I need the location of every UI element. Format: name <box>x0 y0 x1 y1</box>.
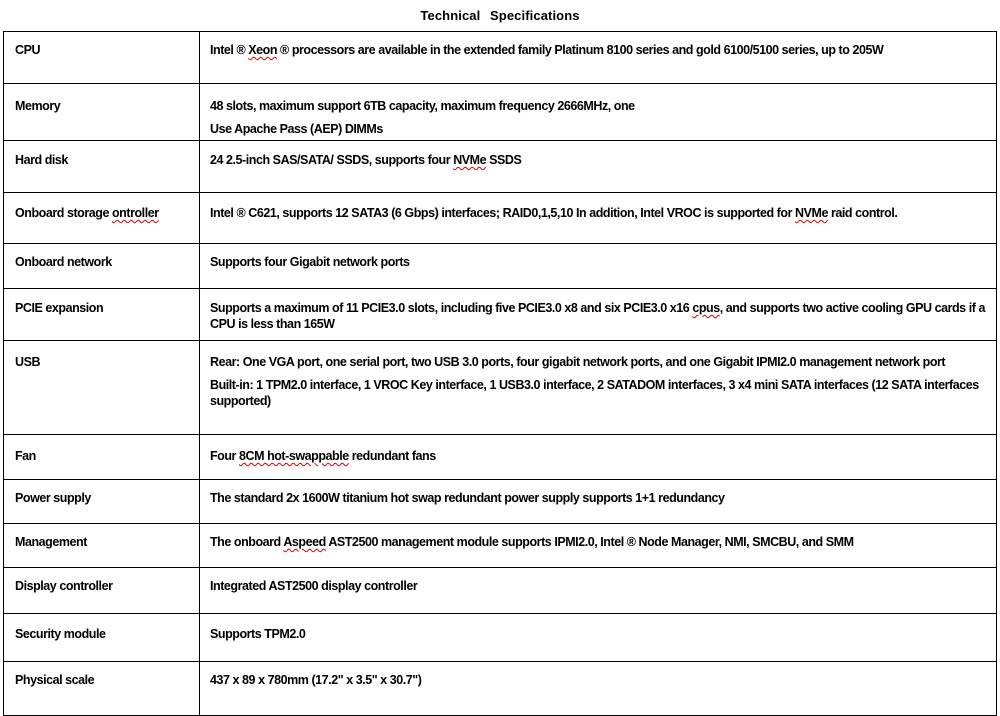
spellcheck-word: cpus <box>692 301 720 315</box>
row-label-memory: Memory <box>4 84 200 141</box>
value-text: 24 2.5-inch SAS/SATA/ SSDS, supports four <box>210 153 454 167</box>
row-value-fan <box>200 435 997 480</box>
value-text: Intel ® C621, supports 12 SATA3 (6 Gbps) interfaces; RAID0,1,5,10 In addition, Intel VROC is supported for <box>210 206 796 220</box>
value-paragraph: Built-in: 1 TPM2.0 interface, 1 VROC Key interface, 1 USB3.0 interface, 2 SATADOM interfaces, 3 x4 mini SATA interfaces (12 SATA interfaces supported) <box>210 378 979 408</box>
table-row <box>4 435 997 480</box>
table-row <box>4 341 997 435</box>
table-row <box>4 141 997 193</box>
row-value-memory <box>200 84 997 141</box>
row-label-hard-disk: Hard disk <box>4 141 200 193</box>
table-row <box>4 244 997 289</box>
row-value-hard-disk <box>200 141 997 193</box>
row-value-physical-scale: 437 x 89 x 780mm (17.2" x 3.5" x 30.7") <box>200 662 997 716</box>
value-text: Supports a maximum of 11 PCIE3.0 slots, including five PCIE3.0 x8 and six PCIE3.0 x16 <box>210 301 693 315</box>
table-row <box>4 193 997 244</box>
value-paragraph: Rear: One VGA port, one serial port, two USB 3.0 ports, four gigabit network ports, and one Gigabit IPMI2.0 management network port <box>210 355 946 369</box>
label-text: Onboard storage <box>15 206 112 220</box>
row-label-usb: USB <box>4 341 200 435</box>
spellcheck-word: NVMe <box>795 206 828 220</box>
value-paragraph: Use Apache Pass (AEP) DIMMs <box>210 122 383 136</box>
row-label-network: Onboard network <box>4 244 200 289</box>
value-text: raid control. <box>827 206 898 220</box>
spellcheck-word: Aspeed <box>283 535 326 549</box>
value-text: redundant fans <box>348 449 436 463</box>
table-row <box>4 480 997 524</box>
table-row <box>4 662 997 716</box>
row-label-storage-controller <box>4 193 200 244</box>
row-label-fan: Fan <box>4 435 200 480</box>
spellcheck-word: ontroller <box>111 206 159 220</box>
value-text: , and supports two active cooling GPU cards if a CPU is less than 165W <box>210 301 985 331</box>
table-row <box>4 614 997 662</box>
spellcheck-word: Xeon <box>248 43 278 57</box>
row-value-storage-controller <box>200 193 997 244</box>
value-paragraph: 48 slots, maximum support 6TB capacity, maximum frequency 2666MHz, one <box>210 99 635 113</box>
value-text: Four <box>210 449 239 463</box>
row-label-security-module: Security module <box>4 614 200 662</box>
row-value-cpu <box>200 32 997 84</box>
value-text: The onboard <box>210 535 284 549</box>
row-value-network: Supports four Gigabit network ports <box>200 244 997 289</box>
row-label-display-controller: Display controller <box>4 568 200 614</box>
row-value-power-supply: The standard 2x 1600W titanium hot swap redundant power supply supports 1+1 redundancy <box>200 480 997 524</box>
row-label-physical-scale: Physical scale <box>4 662 200 716</box>
table-row <box>4 32 997 84</box>
row-label-power-supply: Power supply <box>4 480 200 524</box>
row-value-management <box>200 524 997 568</box>
value-text: SSDS <box>486 153 522 167</box>
spellcheck-word: NVMe <box>453 153 487 167</box>
spec-table <box>3 31 997 716</box>
spellcheck-word: 8CM hot-swappable <box>239 449 349 463</box>
table-row <box>4 289 997 341</box>
row-label-management: Management <box>4 524 200 568</box>
row-label-cpu: CPU <box>4 32 200 84</box>
row-value-security-module: Supports TPM2.0 <box>200 614 997 662</box>
document-title: Technical Specifications <box>420 8 580 23</box>
value-text: AST2500 management module supports IPMI2.0, Intel ® Node Manager, NMI, SMCBU, and SMM <box>325 535 854 549</box>
row-value-pcie <box>200 289 997 341</box>
table-row <box>4 524 997 568</box>
value-text: ® processors are available in the extended family Platinum 8100 series and gold 6100/5100 series, up to 205W <box>277 43 884 57</box>
row-value-display-controller: Integrated AST2500 display controller <box>200 568 997 614</box>
table-row <box>4 84 997 141</box>
row-value-usb <box>200 341 997 435</box>
row-label-pcie: PCIE expansion <box>4 289 200 341</box>
table-row <box>4 568 997 614</box>
value-text: Intel ® <box>210 43 249 57</box>
